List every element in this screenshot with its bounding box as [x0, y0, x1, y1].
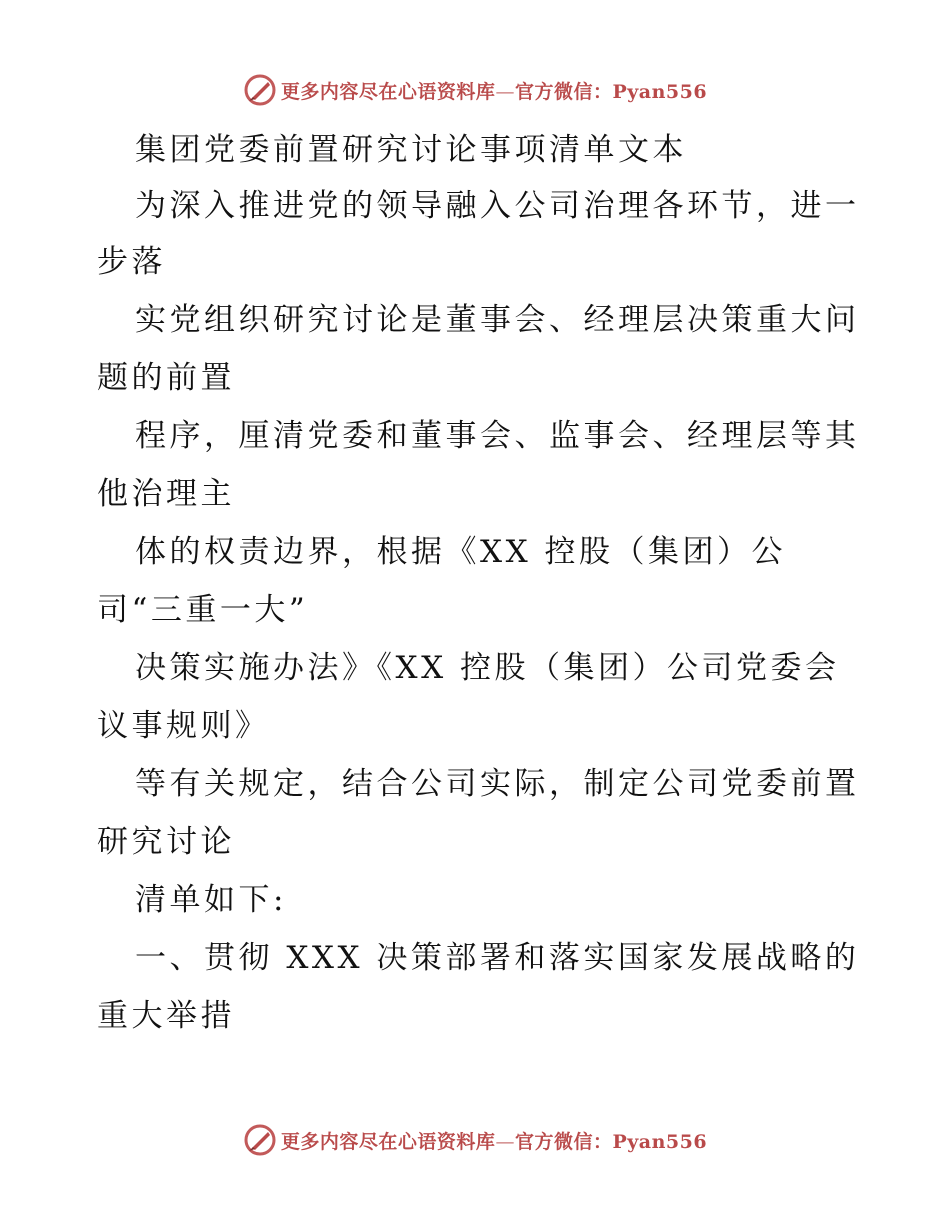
paragraph-line: 一、贯彻 XXX 决策部署和落实国家发展战略的	[135, 940, 860, 976]
paragraph-line: 实党组织研究讨论是董事会、经理层决策重大问	[135, 302, 860, 338]
header-promo-text: 更多内容尽在心语资料库—官方微信：Pyan556	[280, 80, 708, 103]
paragraph-line: 步落	[97, 244, 166, 280]
paragraph-line: 体的权责边界，根据《XX 控股（集团）公	[135, 534, 786, 570]
document-title: 集团党委前置研究讨论事项清单文本	[135, 132, 687, 168]
paragraph-line: 清单如下:	[135, 882, 287, 918]
paragraph-line: 研究讨论	[97, 824, 235, 860]
quill-pen-logo-icon	[243, 73, 277, 107]
header-banner	[0, 70, 950, 110]
paragraph-line: 决策实施办法》《XX 控股（集团）公司党委会	[135, 650, 840, 686]
paragraph-line: 题的前置	[97, 360, 235, 396]
paragraph-line: 重大举措	[97, 998, 235, 1034]
paragraph-line: 程序，厘清党委和董事会、监事会、经理层等其	[135, 418, 860, 454]
paragraph-line: 等有关规定，结合公司实际，制定公司党委前置	[135, 766, 860, 802]
paragraph-line: 议事规则》	[97, 708, 270, 744]
quill-pen-logo-icon	[243, 1123, 277, 1157]
footer-promo-text: 更多内容尽在心语资料库—官方微信：Pyan556	[280, 1130, 708, 1153]
paragraph-line: 为深入推进党的领导融入公司治理各环节，进一	[135, 188, 860, 224]
paragraph-line: 司“三重一大”	[97, 592, 309, 628]
paragraph-line: 他治理主	[97, 476, 235, 512]
footer-banner	[0, 1120, 950, 1160]
